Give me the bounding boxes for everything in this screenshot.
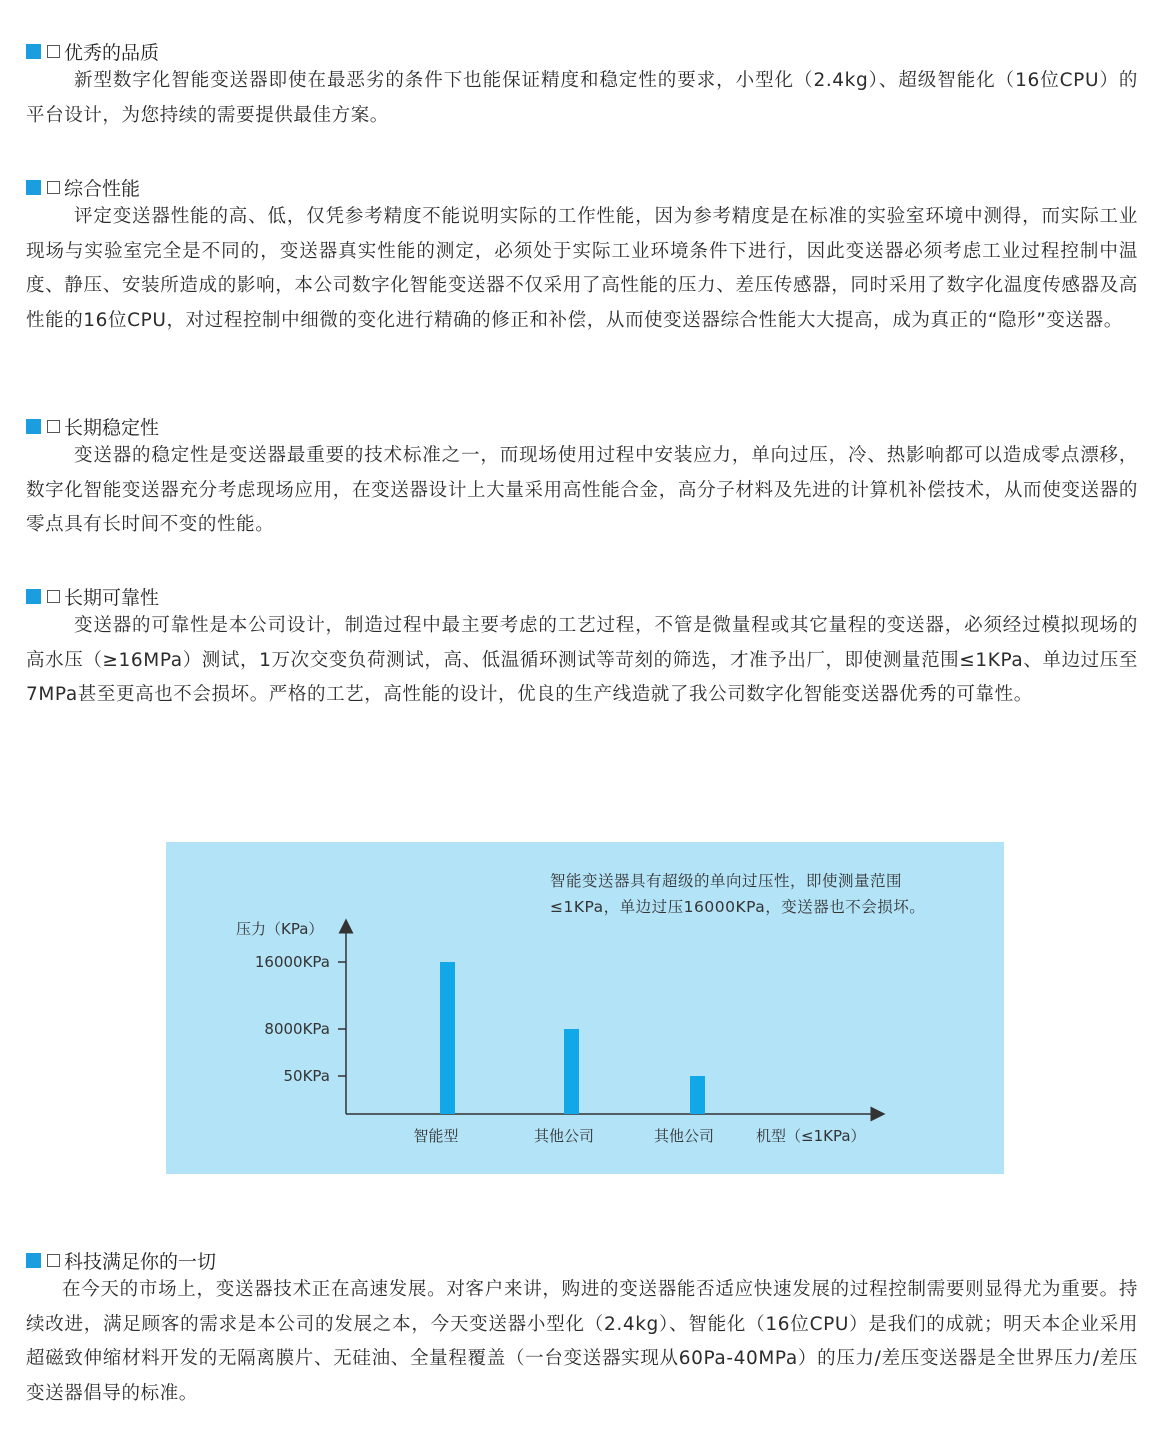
blue-square-icon [26,180,41,195]
blue-square-icon [26,1253,41,1268]
section-title: 长期稳定性 [64,416,160,439]
section-body: 变送器的稳定性是变送器最重要的技术标准之一，而现场使用过程中安装应力，单向过压，冷、热影响都可以造成零点漂移，数字化智能变送器充分考虑现场应用，在变送器设计上大量采用高性能合金，高分子材料及先进的计算机补偿技术，从而使变送器的零点具有长时间不变的性能。 [26,445,1138,535]
section-heading [26,174,1138,200]
section-body: 新型数字化智能变送器即使在最恶劣的条件下也能保证精度和稳定性的要求，小型化（2.4kg）、超级智能化（16位CPU）的平台设计，为您持续的需要提供最佳方案。 [26,70,1138,126]
chart-annotation: 智能变送器具有超级的单向过压性，即使测量范围≤1KPa，单边过压16000KPa，变送器也不会损坏。 [550,872,926,916]
section-heading [26,413,1138,439]
section-heading [26,583,1138,609]
blue-square-icon [26,589,41,604]
section-body: 变送器的可靠性是本公司设计，制造过程中最主要考虑的工艺过程，不管是微量程或其它量程的变送器，必须经过模拟现场的高水压（≥16MPa）测试，1万次交变负荷测试，高、低温循环测试等苛刻的筛选，才准予出厂，即使测量范围≤1KPa、单边过压至7MPa甚至更高也不会损坏。严格的工艺，高性能的设计，优良的生产线造就了我公司数字化智能变送器优秀的可靠性。 [26,615,1138,705]
section-heading [26,38,1138,64]
section-title: 科技满足你的一切 [64,1250,217,1273]
section-heading [26,1247,1138,1273]
section-body: 在今天的市场上，变送器技术正在高速发展。对客户来讲，购进的变送器能否适应快速发展的过程控制需要则显得尤为重要。持续改进，满足顾客的需求是本公司的发展之本，今天变送器小型化（2.4kg）、智能化（16位CPU）是我们的成就；明天本企业采用超磁致伸缩材料开发的无隔离膜片、无硅油、全量程覆盖（一台变送器实现从60Pa-40MPa）的压力/差压变送器是全世界压力/差压变送器倡导的标准。 [26,1279,1138,1404]
chart-bar [690,1076,705,1114]
x-axis-label: 机型（≤1KPa） [756,1127,866,1145]
hollow-square-icon [47,181,60,194]
section-title: 长期可靠性 [64,586,160,609]
section-title: 优秀的品质 [64,41,160,64]
y-tick-label: 50KPa [283,1067,330,1085]
x-category-label: 其他公司 [653,1127,715,1145]
section-title: 综合性能 [64,177,141,200]
y-tick-label: 16000KPa [254,953,330,971]
x-category-label: 智能型 [413,1127,459,1145]
hollow-square-icon [47,1254,60,1267]
hollow-square-icon [47,420,60,433]
section-performance [26,174,1138,338]
chart-marks [255,953,714,1145]
chart-bar [564,1029,579,1114]
hollow-square-icon [47,590,60,603]
hollow-square-icon [47,45,60,58]
section-stability [26,413,1138,543]
x-category-label: 其他公司 [533,1127,595,1145]
chart-bar [440,962,455,1114]
overpressure-chart [166,842,1004,1174]
section-body: 评定变送器性能的高、低，仅凭参考精度不能说明实际的工作性能，因为参考精度是在标准的实验室环境中测得，而实际工业现场与实验室完全是不同的，变送器真实性能的测定，必须处于实际工业环境条件下进行，因此变送器必须考虑工业过程控制中温度、静压、安装所造成的影响，本公司数字化智能变送器不仅采用了高性能的压力、差压传感器，同时采用了数字化温度传感器及高性能的16位CPU，对过程控制中细微的变化进行精确的修正和补偿，从而使变送器综合性能大大提高，成为真正的“隐形”变送器。 [26,206,1138,331]
blue-square-icon [26,419,41,434]
section-technology [26,1247,1138,1411]
section-reliability [26,583,1138,713]
blue-square-icon [26,44,41,59]
section-quality [26,38,1138,133]
y-tick-label: 8000KPa [264,1020,330,1038]
y-axis-label: 压力（KPa） [236,920,324,938]
